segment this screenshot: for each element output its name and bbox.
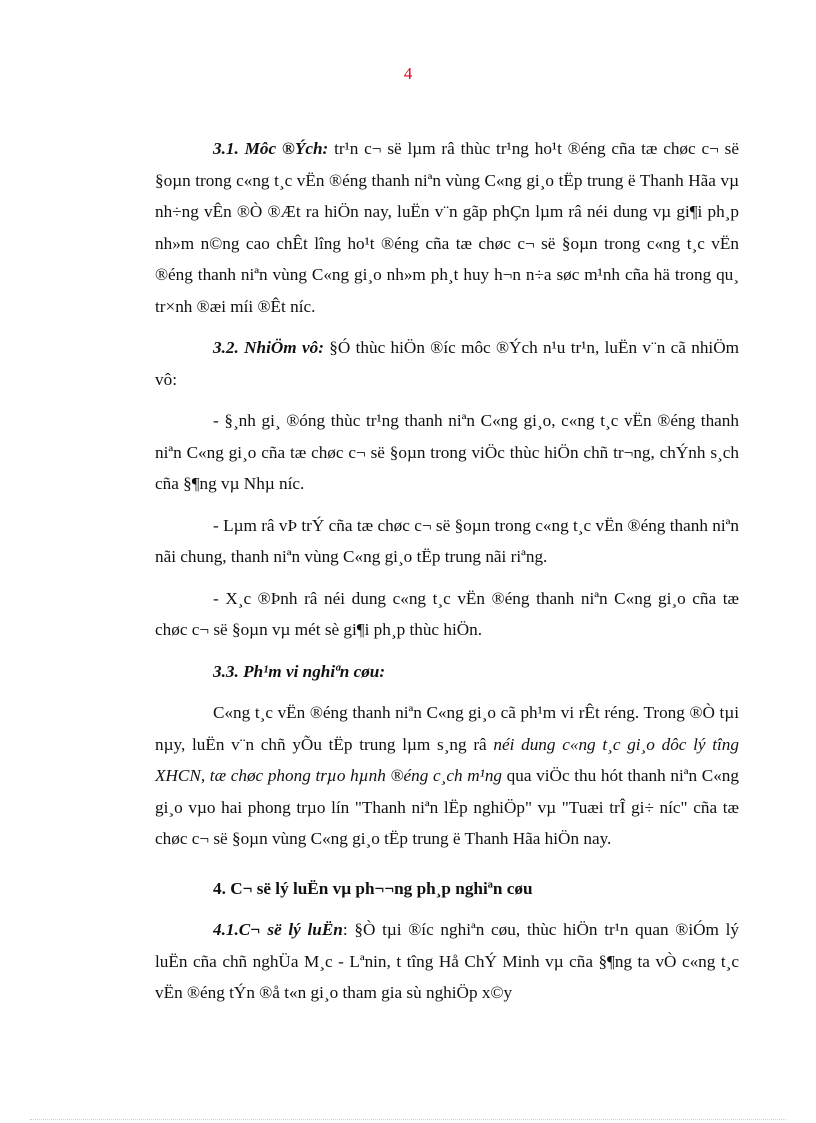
document-body — [155, 133, 739, 1012]
section-3-1-heading: 3.1. Môc ®Ých: — [213, 139, 329, 158]
section-3-3-text-b: qua viÖc thu hót thanh niªn C«ng gi¸o vµo hai phong trµo lín "Thanh niªn lËp nghiÖp" vµ "Tuæi trÎ gi÷ níc" cña tæ chøc c¬ së §oµn vùng C«ng gi¸o tËp trung ë Thanh Hãa hiÖn nay. — [155, 766, 739, 848]
section-3-3-heading: 3.3. Ph¹m vi nghiªn cøu: — [213, 661, 386, 681]
page-bottom-rule — [30, 1119, 786, 1120]
section-4-1-text: : §Ò tµi ®íc nghiªn cøu, thùc hiÖn tr¹n quan ®iÓm lý luËn cña chñ nghÜa M¸c - Lªnin, t tîng Hå ChÝ Minh vµ cña §¶ng ta vÒ c«ng t¸c vËn ®éng tÝn ®å t«n gi¸o tham gia sù nghiÖp x©y — [155, 920, 739, 1002]
task-item-3: - X¸c ®Þnh râ néi dung c«ng t¸c vËn ®éng thanh niªn C«ng gi¸o cña tæ chøc c¬ së §oµn vµ mét sè gi¶i ph¸p thùc hiÖn. — [155, 588, 739, 639]
section-3-3-text-a: C«ng t¸c vËn ®éng thanh niªn C«ng gi¸o cã ph¹m vi rÊt réng. Trong ®Ò tµi nµy, luËn v¨n chñ yÕu tËp trung lµm s¸ng râ — [155, 703, 739, 754]
page-number: 4 — [403, 64, 413, 83]
task-item-1: - §¸nh gi¸ ®óng thùc tr¹ng thanh niªn C«ng gi¸o, c«ng t¸c vËn ®éng thanh niªn C«ng gi¸o cña tæ chøc c¬ së §oµn trong viÖc thùc hiÖn chñ tr¬ng, chÝnh s¸ch cña §¶ng vµ Nhµ níc. — [155, 411, 739, 493]
task-item-2: - Lµm râ vÞ trÝ cña tæ chøc c¬ së §oµn trong c«ng t¸c vËn ®éng thanh niªn nãi chung, thanh niªn vùng C«ng gi¸o tËp trung nãi riªng. — [155, 515, 739, 566]
section-3-2-paragraph — [155, 332, 739, 395]
section-3-2-heading: 3.2. NhiÖm vô: — [213, 338, 324, 357]
section-4-1-paragraph — [155, 914, 739, 1009]
section-4-heading: 4. C¬ së lý luËn vµ ph¬¬ng ph¸p nghiªn cøu — [213, 878, 533, 898]
section-3-3-paragraph — [155, 697, 739, 855]
section-3-2-text: §Ó thùc hiÖn ®íc môc ®Ých n¹u tr¹n, luËn v¨n cã nhiÖm vô: — [155, 338, 739, 389]
section-4-1-heading: 4.1.C¬ së lý luËn — [213, 920, 343, 939]
section-3-1-text: tr¹n c¬ së lµm râ thùc tr¹ng ho¹t ®éng cña tæ chøc c¬ së §oµn trong c«ng t¸c vËn ®éng thanh niªn vùng C«ng gi¸o tËp trung ë Thanh Hãa vµ nh÷ng vÊn ®Ò ®Æt ra hiÖn nay, luËn v¨n gãp phÇn lµm râ néi dung vµ gi¶i ph¸p nh»m n©ng cao chÊt lîng ho¹t ®éng cña tæ chøc c¬ së §oµn trong c«ng t¸c vËn ®éng thanh niªn vùng C«ng gi¸o nh»m ph¸t huy h¬n n÷a søc m¹nh cña hä trong qu¸ tr×nh ®æi míi ®Êt níc. — [155, 139, 739, 316]
section-4-heading-paragraph — [155, 873, 739, 905]
section-3-3-text-italic: néi dung c«ng t¸c gi¸o dôc lý tîng XHCN, tæ chøc phong trµo hµnh ®éng c¸ch m¹ng — [155, 734, 739, 785]
section-3-1-paragraph — [155, 133, 739, 322]
section-3-3-heading-paragraph — [155, 656, 739, 688]
